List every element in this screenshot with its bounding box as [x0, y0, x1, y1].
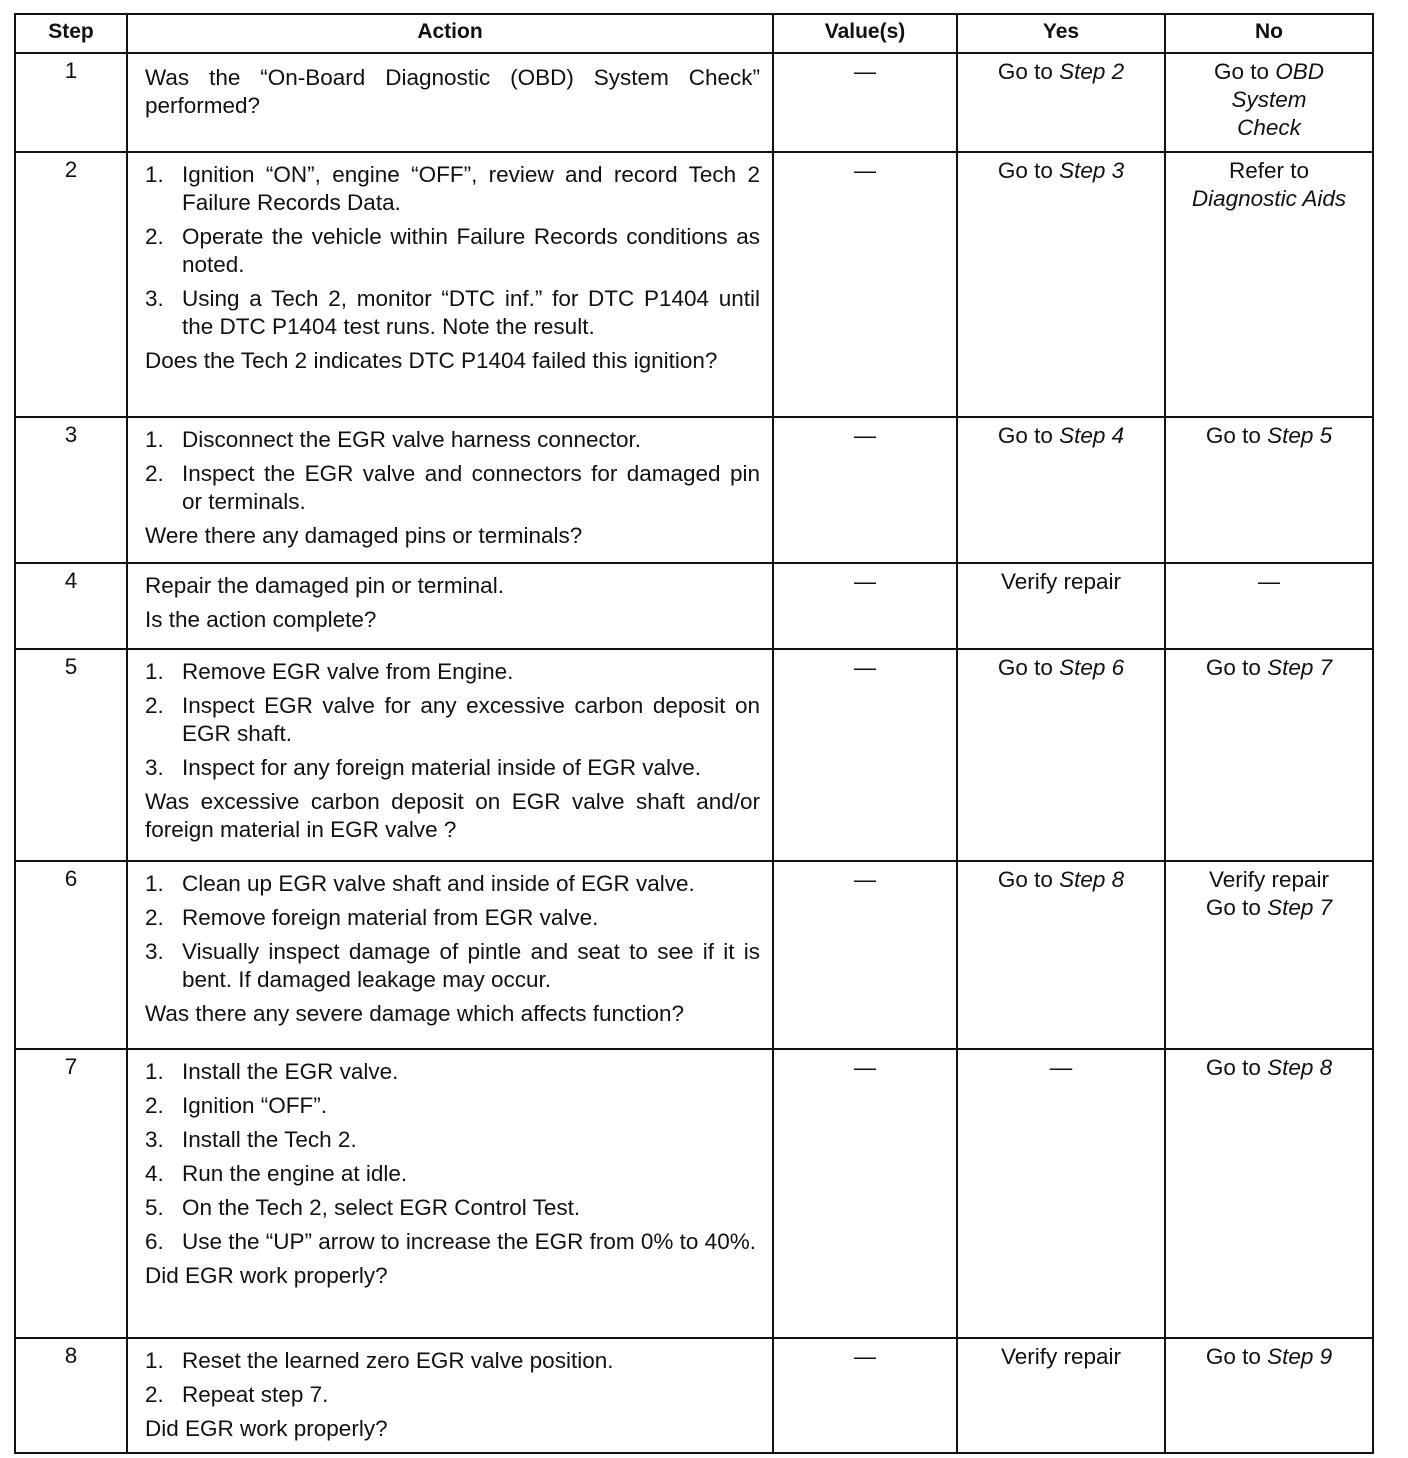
yes-text: Verify repair — [1000, 569, 1122, 594]
item-number: 4. — [145, 1161, 164, 1186]
table-row — [15, 1049, 1373, 1338]
action-item — [145, 1381, 760, 1409]
item-number: 1. — [145, 871, 164, 896]
no-cell — [1165, 53, 1373, 152]
header-step: Step — [15, 14, 127, 53]
no-text: Go to — [1205, 1344, 1268, 1369]
action-item — [145, 938, 760, 994]
value-text: — — [854, 655, 876, 680]
item-number: 3. — [145, 939, 164, 964]
item-text: Use the “UP” arrow to increase the EGR from 0% to 40%. — [182, 1229, 756, 1254]
yes-step-link: Step 4 — [1059, 423, 1125, 448]
action-question: Did EGR work properly? — [145, 1263, 388, 1288]
item-number: 3. — [145, 1127, 164, 1152]
value-cell — [773, 152, 957, 417]
value-cell — [773, 1049, 957, 1338]
action-item — [145, 1160, 760, 1188]
value-text: — — [854, 158, 876, 183]
action-cell — [127, 1338, 773, 1453]
item-text: Inspect for any foreign material inside of EGR valve. — [182, 755, 701, 780]
no-text: Go to — [1205, 423, 1268, 448]
table-row — [15, 861, 1373, 1049]
yes-cell — [957, 53, 1165, 152]
value-cell — [773, 649, 957, 861]
no-step-link: Step 7 — [1267, 895, 1333, 920]
no-text: Verify repair — [1208, 867, 1330, 892]
item-text: Install the Tech 2. — [182, 1127, 357, 1152]
action-item — [145, 460, 760, 516]
item-number: 1. — [145, 427, 164, 452]
header-action: Action — [127, 14, 773, 53]
action-cell — [127, 563, 773, 649]
no-text: — — [1258, 569, 1280, 594]
no-ref-diagnostic-aids: Diagnostic Aids — [1191, 186, 1347, 211]
item-text: On the Tech 2, select EGR Control Test. — [182, 1195, 581, 1220]
item-text: Install the EGR valve. — [182, 1059, 399, 1084]
no-step-link: Step 9 — [1267, 1344, 1333, 1369]
action-question: Did EGR work properly? — [145, 1416, 388, 1441]
yes-cell — [957, 152, 1165, 417]
value-text: — — [854, 59, 876, 84]
item-text: Ignition “ON”, engine “OFF”, review and record Tech 2 Failure Records Data. — [182, 162, 760, 215]
item-number: 1. — [145, 162, 164, 187]
action-text: Repair the damaged pin or terminal. — [145, 573, 504, 598]
action-item — [145, 754, 760, 782]
no-cell — [1165, 1338, 1373, 1453]
action-cell — [127, 152, 773, 417]
item-number: 3. — [145, 755, 164, 780]
no-step-link: Step 7 — [1267, 655, 1333, 680]
yes-step-link: Step 6 — [1059, 655, 1125, 680]
no-line — [1172, 58, 1366, 142]
no-text: Go to — [1205, 1055, 1268, 1080]
action-cell — [127, 417, 773, 563]
step-number: 1 — [15, 53, 127, 152]
action-item — [145, 904, 760, 932]
value-cell — [773, 563, 957, 649]
step-number: 5 — [15, 649, 127, 861]
item-text: Repeat step 7. — [182, 1382, 329, 1407]
action-item — [145, 658, 760, 686]
item-text: Operate the vehicle within Failure Records conditions as noted. — [182, 224, 760, 277]
item-text: Using a Tech 2, monitor “DTC inf.” for DTC P1404 until the DTC P1404 test runs. Note the result. — [182, 286, 760, 339]
no-text: Refer to — [1228, 158, 1310, 183]
step-number: 6 — [15, 861, 127, 1049]
yes-cell — [957, 861, 1165, 1049]
item-text: Disconnect the EGR valve harness connector. — [182, 427, 641, 452]
step-number: 2 — [15, 152, 127, 417]
no-cell — [1165, 563, 1373, 649]
item-number: 2. — [145, 905, 164, 930]
table-row — [15, 563, 1373, 649]
value-cell — [773, 53, 957, 152]
item-number: 6. — [145, 1229, 164, 1254]
value-cell — [773, 1338, 957, 1453]
action-item — [145, 1058, 760, 1086]
yes-text: Go to — [997, 59, 1060, 84]
no-text: Go to — [1213, 59, 1276, 84]
yes-text: Go to — [997, 655, 1060, 680]
step-number: 4 — [15, 563, 127, 649]
value-cell — [773, 417, 957, 563]
no-cell — [1165, 861, 1373, 1049]
step-number: 7 — [15, 1049, 127, 1338]
item-number: 2. — [145, 1382, 164, 1407]
no-cell — [1165, 417, 1373, 563]
item-text: Remove foreign material from EGR valve. — [182, 905, 599, 930]
item-number: 1. — [145, 659, 164, 684]
table-row — [15, 152, 1373, 417]
step-number: 8 — [15, 1338, 127, 1453]
action-question: Was excessive carbon deposit on EGR valve shaft and/or foreign material in EGR valve ? — [145, 789, 760, 842]
item-number: 2. — [145, 461, 164, 486]
action-cell — [127, 861, 773, 1049]
value-text: — — [854, 1344, 876, 1369]
yes-step-link: Step 2 — [1059, 59, 1125, 84]
action-item — [145, 223, 760, 279]
yes-text: — — [1049, 1055, 1073, 1080]
item-number: 3. — [145, 286, 164, 311]
value-text: — — [854, 867, 876, 892]
action-question: Does the Tech 2 indicates DTC P1404 failed this ignition? — [145, 348, 718, 373]
value-text: — — [854, 1055, 876, 1080]
diagnostic-table — [14, 13, 1374, 1454]
yes-cell — [957, 417, 1165, 563]
item-text: Clean up EGR valve shaft and inside of EGR valve. — [182, 871, 695, 896]
item-number: 2. — [145, 1093, 164, 1118]
no-cell — [1165, 152, 1373, 417]
yes-step-link: Step 8 — [1059, 867, 1125, 892]
action-item — [145, 1092, 760, 1120]
action-item — [145, 1194, 760, 1222]
no-text: Go to — [1205, 895, 1268, 920]
action-item — [145, 161, 760, 217]
action-question: Is the action complete? — [145, 607, 377, 632]
value-text: — — [854, 569, 876, 594]
item-text: Visually inspect damage of pintle and seat to see if it is bent. If damaged leakage may occur. — [182, 939, 760, 992]
item-number: 1. — [145, 1348, 164, 1373]
item-number: 1. — [145, 1059, 164, 1084]
yes-step-link: Step 3 — [1059, 158, 1125, 183]
table-row — [15, 417, 1373, 563]
no-step-link: Step 8 — [1267, 1055, 1333, 1080]
yes-text: Go to — [997, 158, 1060, 183]
action-item — [145, 692, 760, 748]
item-text: Ignition “OFF”. — [182, 1093, 328, 1118]
no-line — [1172, 894, 1366, 922]
no-cell — [1165, 649, 1373, 861]
item-text: Remove EGR valve from Engine. — [182, 659, 514, 684]
item-text: Inspect EGR valve for any excessive carbon deposit on EGR shaft. — [182, 693, 760, 746]
item-text: Inspect the EGR valve and connectors for damaged pin or terminals. — [182, 461, 760, 514]
action-question: Were there any damaged pins or terminals? — [145, 523, 583, 548]
item-number: 5. — [145, 1195, 164, 1220]
step-number: 3 — [15, 417, 127, 563]
no-text: Go to — [1205, 655, 1268, 680]
yes-text: Verify repair — [1000, 1344, 1122, 1369]
action-cell — [127, 53, 773, 152]
action-question: Was there any severe damage which affects function? — [145, 1001, 685, 1026]
item-number: 2. — [145, 693, 164, 718]
action-question: Was the “On-Board Diagnostic (OBD) System Check” performed? — [145, 65, 760, 118]
no-ref-obd: OBD System Check — [1231, 59, 1325, 140]
header-values: Value(s) — [773, 14, 957, 53]
no-step-link: Step 5 — [1267, 423, 1333, 448]
yes-cell — [957, 1338, 1165, 1453]
yes-cell — [957, 649, 1165, 861]
yes-text: Go to — [997, 423, 1060, 448]
yes-cell — [957, 563, 1165, 649]
yes-cell — [957, 1049, 1165, 1338]
value-cell — [773, 861, 957, 1049]
table-row — [15, 649, 1373, 861]
action-item — [145, 426, 760, 454]
yes-text: Go to — [997, 867, 1060, 892]
action-item — [145, 285, 760, 341]
action-item — [145, 870, 760, 898]
action-item — [145, 1228, 760, 1256]
item-number: 2. — [145, 224, 164, 249]
table-row — [15, 1338, 1373, 1453]
no-cell — [1165, 1049, 1373, 1338]
value-text: — — [854, 423, 876, 448]
action-cell — [127, 1049, 773, 1338]
item-text: Run the engine at idle. — [182, 1161, 408, 1186]
action-item — [145, 1347, 760, 1375]
header-yes: Yes — [957, 14, 1165, 53]
item-text: Reset the learned zero EGR valve position. — [182, 1348, 614, 1373]
header-no: No — [1165, 14, 1373, 53]
action-item — [145, 1126, 760, 1154]
header-row — [15, 14, 1373, 53]
table-row — [15, 53, 1373, 152]
action-cell — [127, 649, 773, 861]
